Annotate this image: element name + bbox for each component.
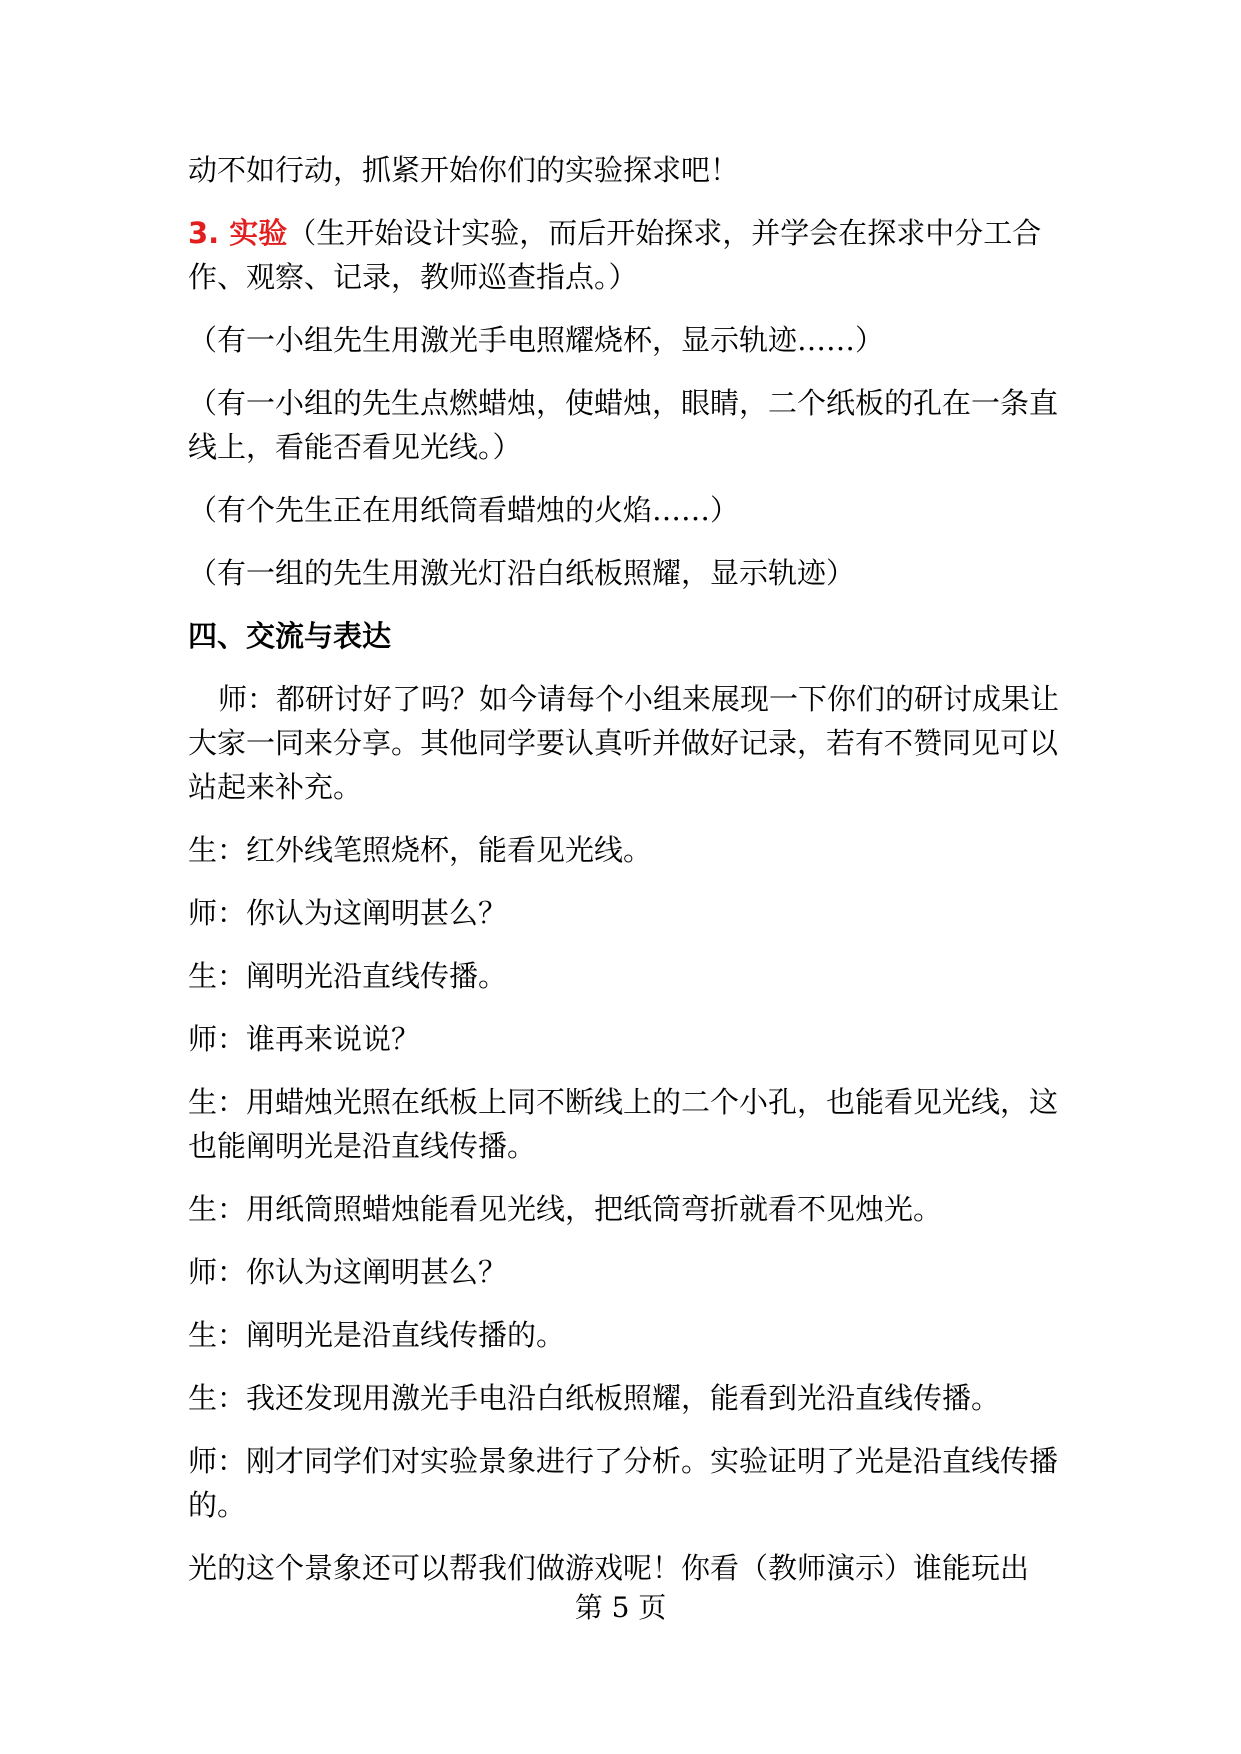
dialogue-line: 生：用纸筒照蜡烛能看见光线，把纸筒弯折就看不见烛光。 [188,1192,943,1226]
dialogue-line: 生：用蜡烛光照在纸板上同不断线上的二个小孔，也能看见光线，这也能阐明光是沿直线传播。 [188,1085,1059,1163]
dialogue-line: 生：阐明光沿直线传播。 [188,959,508,993]
experiment-text: （生开始设计实验，而后开始探求，并学会在探求中分工合作、观察、记录，教师巡查指点。） [188,216,1042,294]
page-number: 第 5 页 [574,1591,667,1624]
section-heading: 四、交流与表达 [188,619,392,653]
dialogue-line: 生：红外线笔照烧杯，能看见光线。 [188,833,653,867]
paragraph-group-laser: （有一小组先生用激光手电照耀烧杯，显示轨迹……） [188,323,885,357]
paragraph-laser-board: （有一组的先生用激光灯沿白纸板照耀，显示轨迹） [188,556,856,590]
paragraph-group-candle: （有一小组的先生点燃蜡烛，使蜡烛，眼睛，二个纸板的孔在一条直线上，看能否看见光线。） [188,386,1059,464]
dialogue-line: 光的这个景象还可以帮我们做游戏呢！你看（教师演示）谁能玩出 [188,1551,1030,1585]
dialogue-line: 生：阐明光是沿直线传播的。 [188,1318,566,1352]
document-body [188,148,1078,1609]
dialogue-line: 师：谁再来说说？ [188,1022,421,1056]
dialogue-line: 师：你认为这阐明甚么？ [188,896,508,930]
paragraph-experiment [188,211,1078,299]
dialogue-line: 师：你认为这阐明甚么？ [188,1255,508,1289]
dialogue-line: 师：刚才同学们对实验景象进行了分析。实验证明了光是沿直线传播的。 [188,1444,1059,1522]
paragraph-paper-tube: （有个先生正在用纸筒看蜡烛的火焰……） [188,493,740,527]
experiment-label: 3. 实验 [188,216,288,250]
paragraph-intro: 动不如行动，抓紧开始你们的实验探求吧！ [188,153,740,187]
dialogue-line: 师：都研讨好了吗？如今请每个小组来展现一下你们的研讨成果让大家一同来分享。其他同学要认真听并做好记录，若有不赞同见可以站起来补充。 [188,682,1060,804]
dialogue-line: 生：我还发现用激光手电沿白纸板照耀，能看到光沿直线传播。 [188,1381,1001,1415]
